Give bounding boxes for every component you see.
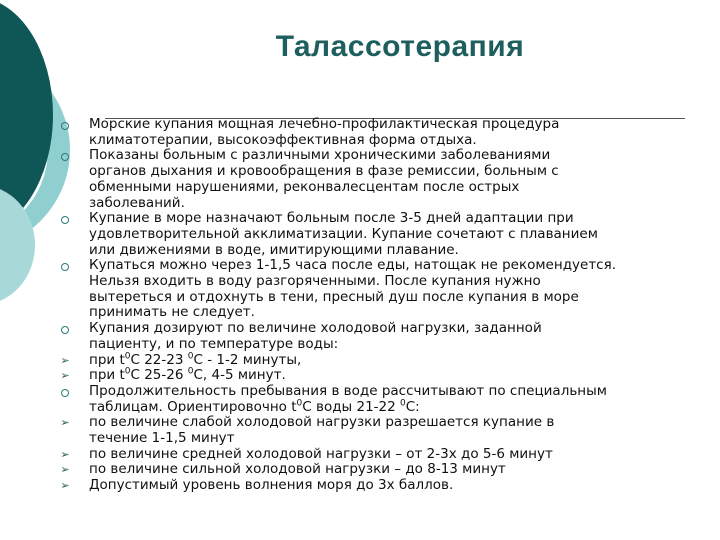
list-item-text: по величине средней холодовой нагрузки – от 2-3х до 5-6 минут xyxy=(89,445,553,462)
list-item-text: при $t^0C$ 22-23 $^0$C - 1-2 минуты, xyxy=(89,351,302,368)
circle-bullet-icon xyxy=(58,117,72,135)
list-item-text: Морские купания мощная лечебно-профилактическая процедура климатотерапии, высокоэффективная форма отдыха. xyxy=(89,116,560,148)
list-item-text: по величине сильной холодовой нагрузки – до 8-13 минут xyxy=(89,461,506,478)
arrow-bullet-icon: ➢ xyxy=(60,369,70,383)
list-item-text: Показаны больным с различными хроническими заболеваниями органов дыхания и кровообращения в фазе ремиссии, больным с обменными нарушениями, реконвалесцентам после острых заболеваний. xyxy=(89,147,559,211)
list-item xyxy=(58,478,708,494)
circle-bullet-icon xyxy=(58,384,72,402)
list-item-text: Продолжительность пребывания в воде рассчитывают по специальным таблицам. Ориентировочно $t^0C$ воды 21-22 $^0$C: xyxy=(89,382,607,415)
list-item xyxy=(58,258,708,321)
page-title: Талассотерапия xyxy=(275,30,525,63)
list-item-text: Купание в море назначают больным после 3-5 дней адаптации при удовлетворительной акклиматизации. Купание сочетают с плаванием или движениями в воде, имитирующими плавание. xyxy=(89,210,598,258)
list-item-text: при $t^0C$ 25-26 $^0$C, 4-5 минут. xyxy=(89,366,286,384)
list-item-text: Купания дозируют по величине холодовой нагрузки, заданной пациенту, и по температуре воды: xyxy=(89,320,542,352)
list-item-text: Купаться можно через 1-1,5 часа после еды, натощак не рекомендуется. Нельзя входить в воду разгоряченными. После купания нужно вытереться и отдохнуть в тени, пресный душ после купания в море принимать не следует. xyxy=(89,257,617,321)
bullet-list xyxy=(58,117,708,494)
circle-bullet-icon xyxy=(58,148,72,166)
list-item xyxy=(58,211,708,258)
list-item-text: по величине слабой холодовой нагрузки разрешается купание в течение 1-1,5 минут xyxy=(89,414,555,447)
arrow-bullet-icon: ➢ xyxy=(60,463,70,477)
arrow-bullet-icon: ➢ xyxy=(60,447,70,461)
list-item xyxy=(58,321,708,352)
list-item xyxy=(58,353,708,369)
arrow-bullet-icon: ➢ xyxy=(60,479,70,493)
arrow-bullet-icon: ➢ xyxy=(60,353,70,367)
list-item xyxy=(58,415,708,446)
circle-bullet-icon xyxy=(58,258,72,276)
list-item xyxy=(58,447,708,463)
list-item xyxy=(58,384,708,415)
list-item xyxy=(58,462,708,478)
list-item xyxy=(58,368,708,384)
list-item-text: Допустимый уровень волнения моря до 3х баллов. xyxy=(89,477,454,494)
list-item xyxy=(58,148,708,211)
list-item xyxy=(58,117,708,148)
circle-bullet-icon xyxy=(58,211,72,229)
circle-bullet-icon xyxy=(58,321,72,339)
arrow-bullet-icon: ➢ xyxy=(60,416,70,430)
